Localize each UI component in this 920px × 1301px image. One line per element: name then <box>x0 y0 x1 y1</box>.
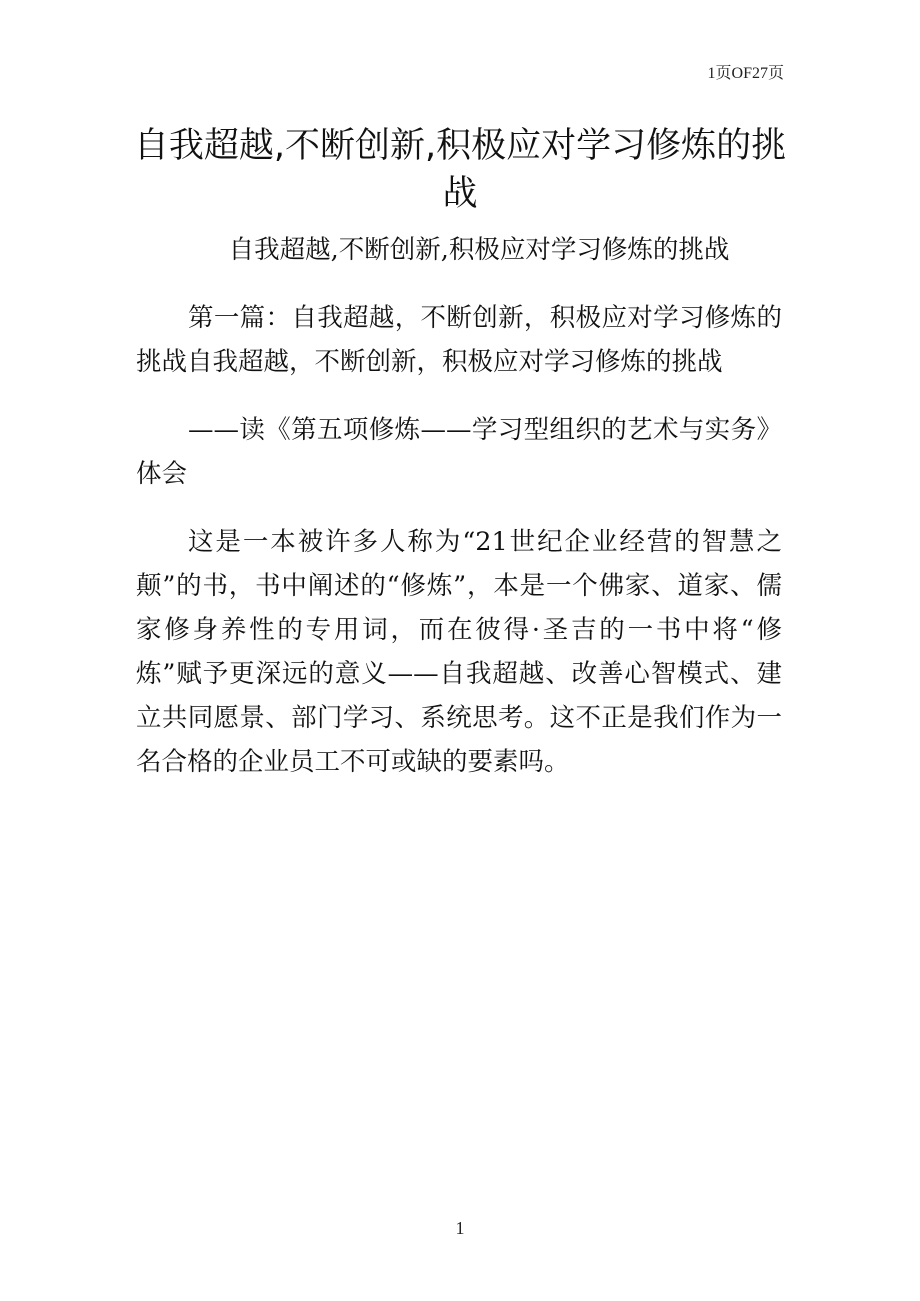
document-subtitle: 自我超越,不断创新,积极应对学习修炼的挑战 <box>228 235 730 265</box>
paragraph-1: 第一篇：自我超越，不断创新，积极应对学习修炼的挑战自我超越，不断创新，积极应对学习修炼的挑战 <box>136 303 782 377</box>
page-number: 1 <box>455 1218 465 1238</box>
paragraph-3: 这是一本被许多人称为“21世纪企业经营的智慧之颠”的书，书中阐述的“修炼”，本是一个佛家、道家、儒家修身养性的专用词，而在彼得·圣吉的一书中将“修炼”赋予更深远的意义——自我超越、改善心智模式、建立共同愿景、部门学习、系统思考。这不正是我们作为一名合格的企业员工不可或缺的要素吗。 <box>136 527 782 777</box>
document-title: 自我超越,不断创新,积极应对学习修炼的挑战 <box>133 126 787 214</box>
paragraph-2: ——读《第五项修炼——学习型组织的艺术与实务》体会 <box>136 415 782 489</box>
page-indicator: 1页OF27页 <box>707 65 784 82</box>
